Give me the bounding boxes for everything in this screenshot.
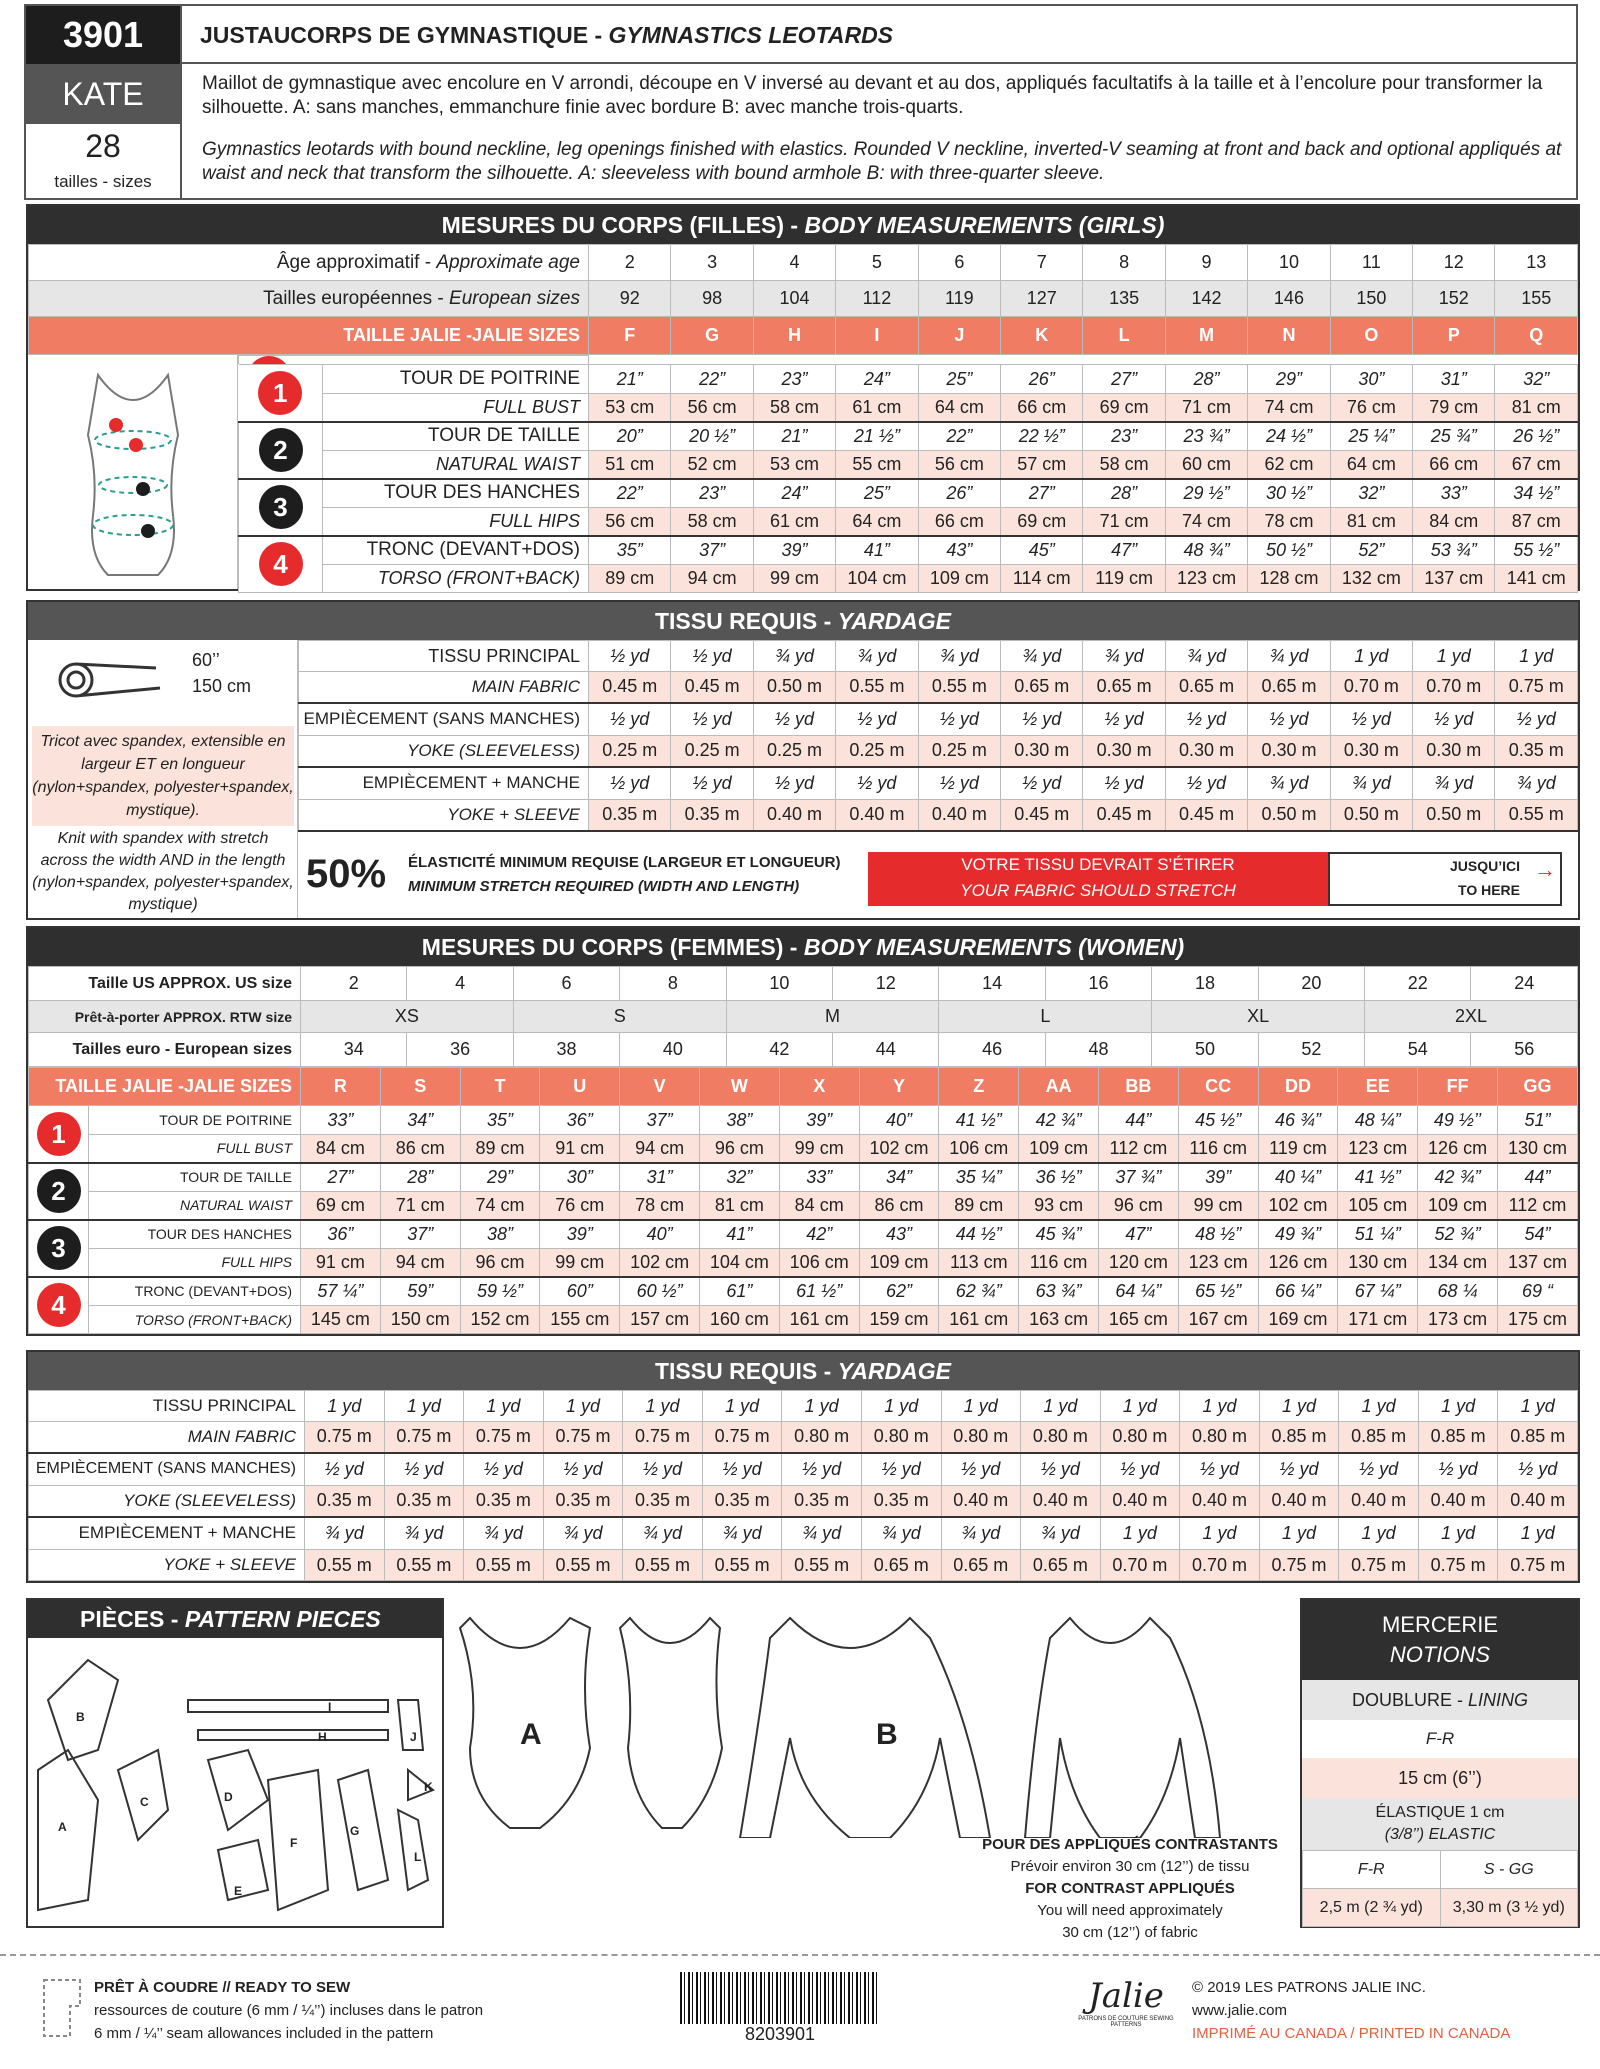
description-fr: Maillot de gymnastique avec encolure en V arrondi, découpe en V inversé au devant et au dos, appliqués facultatifs à la taille et à l’encolure pour transformer la silhouette. A: sans manches, emmanchure finie avec bordure B: avec manche trois-quarts. (202, 73, 1543, 118)
girls-table: Âge approximatif - Approximate age 2 3 4 5 6 7 8 9 10 11 12 13 Tailles européennes - European sizes 92 98 104 112 119 127 135 142 146 150 152 155 TAILLE JALIE -JALIE SIZES F G H I J K L M N O P Q (28, 244, 1578, 355)
sizes-label: tailles - sizes (54, 172, 152, 191)
women-title: MESURES DU CORPS (FEMMES) - BODY MEASUREMENTS (WOMEN) (28, 928, 1578, 966)
piece-label-c: C (140, 1795, 149, 1809)
pattern-pieces (26, 1598, 444, 1928)
piece-label-g: G (350, 1824, 360, 1838)
brand-logo: Jalie PATRONS DE COUTURE SEWING PATTERNS (1078, 1976, 1174, 2028)
applique-note: POUR DES APPLIQUÉS CONTRASTANTS Prévoir environ 30 cm (12’’) de tissu FOR CONTRAST APPLIQUÉS You will need approximately 30 cm (12’’) of fabric (982, 1836, 1278, 1941)
piece-label-i: I (328, 1700, 332, 1714)
w-hips-number-icon: 3 (37, 1226, 81, 1270)
women-yardage (26, 1350, 1580, 1583)
stretch-guide (298, 832, 1578, 914)
view-a-label: A (520, 1718, 542, 1751)
piece-label-l: L (414, 1850, 422, 1864)
stretch-label-en: MINIMUM STRETCH REQUIRED (WIDTH AND LENGTH) (408, 877, 800, 895)
title: JUSTAUCORPS DE GYMNASTIQUE - GYMNASTICS LEOTARDS (200, 22, 894, 48)
fabric-info (28, 640, 298, 918)
view-b-label: B (876, 1718, 898, 1751)
piece-label-b: B (76, 1710, 85, 1724)
notions: MERCERIE NOTIONS DOUBLURE - LINING F-R 15 cm (6’’) ÉLASTIQUE 1 cm (3/8’’) ELASTIC F-R S - GG 2,5 m (2 ¾ yd) 3,30 m (3 ½ yd) (1300, 1598, 1580, 1928)
piece-label-e: E (234, 1884, 243, 1898)
description-en: Gymnastics leotards with bound neckline, leg openings finished with elastics. Rounded V neckline, inverted-V seaming at front and back and optional appliqués at waist and neck that transform the silhouette. A: sleeveless with bound armhole B: with three-quarter sleeve. (202, 139, 1562, 184)
ready-to-sew: PRÊT À COUDRE // READY TO SEW ressources de couture (6 mm / ¼’’) incluses dans le patron 6 mm / ¼’’ seam allowances included in the pattern (94, 1979, 484, 2042)
girls-rows: 1 TOUR DE POITRINE 21” 22” 23” 24” 25” 26” 27” 28” 29” 30” 31” 32” FULL BUST 53 cm 56 cm 58 cm 61 cm 64 cm 66 cm 69 cm 71 cm 74 cm 76 cm 79 cm 81 cm 2 TOUR DE TAILLE 20” 20 ½” 21” 21 ½” 22” 22 ½” 23” 23 ¾” 24 ½” 25 ¼” 25 ¾” 26 ½” NATURAL WAIST 51 cm 52 cm 53 cm 55 cm 56 cm 57 cm 58 cm 60 cm 62 cm 64 cm 66 cm 67 cm 3 TOUR DES HANCHES 22” 23” 24” 25” 26” 27” 28” 29 ½” 30 ½” 32” 33” 34 ½” FULL HIPS 56 cm 58 cm 61 cm 64 cm 66 cm 69 cm 71 cm 74 cm 78 cm 81 cm 84 cm 87 cm 4 TRONC (DEVANT+DOS) 35” 37” 39” 41” 43” 45” 47” 48 ¾” 50 ½” 52” 53 ¾” 55 ½” TORSO (FRONT+BACK) 89 cm 94 cm 99 cm 104 cm 109 cm 114 cm 119 cm 123 cm 128 cm 132 cm 137 cm 141 cm (238, 364, 1578, 593)
leotard-illustrations (450, 1598, 1290, 1838)
hips-number-icon: 3 (259, 485, 303, 529)
fabric-type-fr: Tricot avec spandex, extensible en largeur ET en longueur (nylon+spandex, polyester+spandex, mystique). (32, 726, 294, 826)
arrow-right-icon: → (1534, 856, 1556, 882)
barcode: 8203901 (680, 1972, 880, 2046)
girl-figure (28, 355, 238, 589)
waist-number-icon: 2 (259, 428, 303, 472)
piece-label-f: F (290, 1836, 298, 1850)
lining-amount: 15 cm (6’’) (1302, 1758, 1578, 1798)
piece-label-h: H (318, 1730, 327, 1744)
notions-title: MERCERIE NOTIONS (1302, 1600, 1578, 1680)
copyright: © 2019 LES PATRONS JALIE INC. www.jalie.com IMPRIMÉ AU CANADA / PRINTED IN CANADA (1192, 1979, 1511, 2042)
women-measurements (26, 926, 1580, 1336)
piece-label-k: K (424, 1780, 433, 1794)
women-size-table: Taille US APPROX. US size 2 4 6 8 10 12 14 16 18 20 22 24 Prêt-à-porter APPROX. RTW size XS S M L XL 2XL Tailles euro - European sizes 34 36 38 40 42 44 46 48 50 52 54 56 (28, 966, 1578, 1067)
torso-number-icon: 4 (259, 542, 303, 586)
fabric-width-in: 60’’ (192, 650, 220, 670)
stretch-label-fr: ÉLASTICITÉ MINIMUM REQUISE (LARGEUR ET LONGUEUR) (408, 853, 841, 871)
header (24, 4, 1578, 200)
elastic-label: ÉLASTIQUE 1 cm (3/8’’) ELASTIC (1302, 1798, 1578, 1850)
garment-views (450, 1598, 1290, 1941)
girls-yardage-table: TISSU PRINCIPAL ½ yd ½ yd ¾ yd ¾ yd ¾ yd ¾ yd ¾ yd ¾ yd ¾ yd 1 yd 1 yd 1 yd MAIN FABRIC 0.45 m 0.45 m 0.50 m 0.55 m 0.55 m 0.65 m 0.65 m 0.65 m 0.65 m 0.70 m 0.70 m 0.75 m EMPIÈCEMENT (SANS MANCHES) ½ yd ½ yd ½ yd ½ yd ½ yd ½ yd ½ yd ½ yd ½ yd ½ yd ½ yd ½ yd YOKE (SLEEVELESS) 0.25 m 0.25 m 0.25 m 0.25 m 0.25 m 0.30 m 0.30 m 0.30 m 0.30 m 0.30 m 0.30 m 0.35 m EMPIÈCEMENT + MANCHE ½ yd ½ yd ½ yd ½ yd ½ yd ½ yd ½ yd ½ yd ¾ yd ¾ yd ¾ yd ¾ yd YOKE + SLEEVE 0.35 m 0.35 m 0.40 m 0.40 m 0.40 m 0.45 m 0.45 m 0.45 m 0.50 m 0.50 m 0.50 m 0.55 m (298, 640, 1578, 832)
piece-label-a: A (58, 1820, 67, 1834)
pieces-title: PIÈCES - PATTERN PIECES (28, 1600, 442, 1638)
ready-to-sew-icon (40, 1976, 84, 2049)
girls-yardage (26, 600, 1580, 920)
w-bust-number-icon: 1 (37, 1112, 81, 1156)
pattern-name: KATE (26, 64, 180, 124)
stretch-target: JUSQU’ICI TO HERE → (1328, 852, 1562, 906)
lining-label: DOUBLURE - LINING (1302, 1680, 1578, 1720)
girls-title: MESURES DU CORPS (FILLES) - BODY MEASUREMENTS (GIRLS) (28, 206, 1578, 244)
women-measure-table: TAILLE JALIE -JALIE SIZES R S T U V W X Y Z AA BB CC DD EE FF GG 1 TOUR DE POITRINE 33” 34” 35” 36” 37” 38” 39” 40” 41 ½” 42 ¾” 44” 45 ½” 46 ¾” 48 ¼” 49 ½’’ 51” FULL BUST 84 cm 86 cm 89 cm 91 cm 94 cm 96 cm 99 cm 102 cm 106 cm 109 cm 112 cm 116 cm 119 cm 123 cm 126 cm 130 cm 2 TOUR DE TAILLE 27” 28” 29” 30” 31” 32” 33” 34” 35 ¼” 36 ½” 37 ¾” 39” 40 ¼” 41 ½” 42 ¾” 44” NATURAL WAIST 69 cm 71 cm 74 cm 76 cm 78 cm 81 cm 84 cm 86 cm 89 cm 93 cm 96 cm 99 cm 102 cm 105 cm 109 cm 112 cm 3 TOUR DES HANCHES 36” 37” 38” 39” 40” 41” 42” 43” 44 ½” 45 ¾” 47” 48 ½” 49 ¾” 51 ¼” 52 ¾” 54” FULL HIPS 91 cm 94 cm 96 cm 99 cm 102 cm 104 cm 106 cm 109 cm 113 cm 116 cm 120 cm 123 cm 126 cm 130 cm 134 cm 137 cm 4 TRONC (DEVANT+DOS) 57 ¼” 59” 59 ½” 60” 60 ½” 61” 61 ½” 62” 62 ¾” 63 ¾” 64 ¼” 65 ½” 66 ¼” 67 ¼” 68 ¼ 69 “ TORSO (FRONT+BACK) 145 cm 150 cm 152 cm 155 cm 157 cm 160 cm 161 cm 159 cm 161 cm 163 cm 165 cm 167 cm 169 cm 171 cm 173 cm 175 cm (28, 1067, 1578, 1334)
bust-number-icon: 1 (258, 371, 302, 415)
pattern-code: 3901 (26, 6, 180, 64)
w-waist-number-icon: 2 (37, 1169, 81, 1213)
fabric-roll-icon (56, 658, 166, 707)
fabric-type-en: Knit with spandex with stretch across the width AND in the length (nylon+spandex, polyester+spandex, mystique) (32, 830, 294, 913)
women-yardage-table: TISSU PRINCIPAL 1 yd 1 yd 1 yd 1 yd 1 yd 1 yd 1 yd 1 yd 1 yd 1 yd 1 yd 1 yd 1 yd 1 yd 1 yd 1 yd MAIN FABRIC 0.75 m 0.75 m 0.75 m 0.75 m 0.75 m 0.75 m 0.80 m 0.80 m 0.80 m 0.80 m 0.80 m 0.80 m 0.85 m 0.85 m 0.85 m 0.85 m EMPIÈCEMENT (SANS MANCHES) ½ yd ½ yd ½ yd ½ yd ½ yd ½ yd ½ yd ½ yd ½ yd ½ yd ½ yd ½ yd ½ yd ½ yd ½ yd ½ yd YOKE (SLEEVELESS) 0.35 m 0.35 m 0.35 m 0.35 m 0.35 m 0.35 m 0.35 m 0.35 m 0.40 m 0.40 m 0.40 m 0.40 m 0.40 m 0.40 m 0.40 m 0.40 m EMPIÈCEMENT + MANCHE ¾ yd ¾ yd ¾ yd ¾ yd ¾ yd ¾ yd ¾ yd ¾ yd ¾ yd ¾ yd 1 yd 1 yd 1 yd 1 yd 1 yd 1 yd YOKE + SLEEVE 0.55 m 0.55 m 0.55 m 0.55 m 0.55 m 0.55 m 0.55 m 0.65 m 0.65 m 0.65 m 0.70 m 0.70 m 0.75 m 0.75 m 0.75 m 0.75 m (28, 1390, 1578, 1581)
stretch-percent: 50% (306, 851, 387, 896)
lining-size: F-R (1425, 1729, 1455, 1748)
sizes-count: 28 (85, 128, 121, 164)
piece-label-d: D (224, 1790, 233, 1804)
women-yardage-title: TISSU REQUIS - YARDAGE (28, 1352, 1578, 1390)
stretch-bar: VOTRE TISSU DEVRAIT S’ÉTIRER YOUR FABRIC SHOULD STRETCH (868, 852, 1328, 906)
w-torso-number-icon: 4 (37, 1283, 81, 1327)
piece-label-j: J (410, 1730, 417, 1744)
girls-yardage-title: TISSU REQUIS - YARDAGE (28, 602, 1578, 640)
fabric-width-cm: 150 cm (192, 676, 252, 696)
